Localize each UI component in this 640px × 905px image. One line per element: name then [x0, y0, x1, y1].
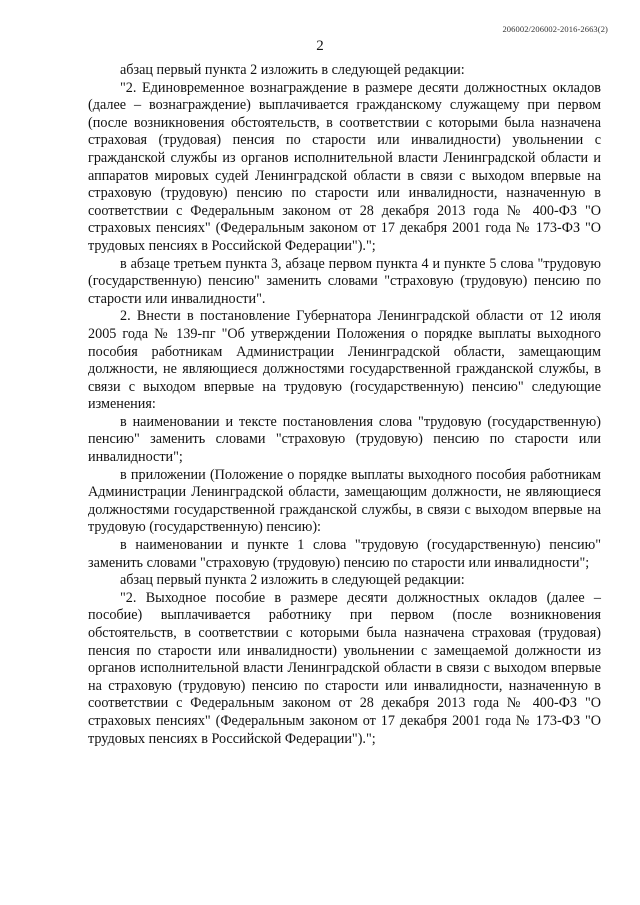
paragraph: в наименовании и тексте постановления слова "трудовую (государственную) пенсию" заменить словами "страховую (трудовую) пенсию по старости или инвалидности";: [88, 413, 601, 466]
paragraph: в абзаце третьем пункта 3, абзаце первом пункта 4 и пункте 5 слова "трудовую (государственную) пенсию" заменить словами "страховую (трудовую) пенсию по старости или инвалидности".: [88, 255, 601, 307]
paragraph: абзац первый пункта 2 изложить в следующей редакции:: [120, 62, 465, 78]
paragraph: в приложении (Положение о порядке выплаты выходного пособия работникам Администрации Ленинградской области, замещающим должности, не являющиеся должностями государственной гражданской службы, в связи с выходом впервые на трудовую (государственную) пенсию):: [88, 466, 601, 536]
document-body: [88, 62, 601, 748]
paragraph: 2. Внести в постановление Губернатора Ленинградской области от 12 июля 2005 года № 139-пг "Об утверждении Положения о порядке выплаты выходного пособия работникам Администрации Ленинградской области, замещающим должности, не являющиеся должностями государственной гражданской службы, в связи с выходом впервые на трудовую (государственную) пенсию" следующие изменения:: [88, 308, 601, 413]
paragraph: "2. Единовременное вознаграждение в размере десяти должностных окладов (далее – вознаграждение) выплачивается гражданскому служащему при первом (после возникновения обстоятельств, в соответствии с которыми была назначена страховая (трудовая) пенсия по старости или инвалидности) увольнении с гражданской службы из органов исполнительной власти Ленинградской области и аппаратов мировых судей Ленинградской области в связи с выходом впервые на страховую (трудовую) пенсию по старости или инвалидности, назначенную в соответствии с Федеральным законом от 28 декабря 2013 года № 400-ФЗ "О страховых пенсиях" (Федеральным законом от 17 декабря 2001 года № 173-ФЗ "О трудовых пенсиях в Российской Федерации").";: [88, 79, 601, 254]
paragraph: абзац первый пункта 2 изложить в следующей редакции:: [120, 572, 465, 589]
paragraph: в наименовании и пункте 1 слова "трудовую (государственную) пенсию" заменить словами "страховую (трудовую) пенсию по старости или инвалидности";: [88, 537, 601, 571]
document-code: 206002/206002-2016-2663(2): [502, 24, 608, 34]
page-number: 2: [316, 38, 324, 54]
paragraph: "2. Выходное пособие в размере десяти должностных окладов (далее – пособие) выплачивается работнику при первом (после возникновения обстоятельств, в соответствии с которыми была назначена страховая (трудовая) пенсия по старости или инвалидности) увольнении с замещаемой должности из органов исполнительной власти Ленинградской области в связи с выходом впервые на страховую (трудовую) пенсию по старости или инвалидности, назначенную в соответствии с Федеральным законом от 28 декабря 2013 года № 400-ФЗ "О страховых пенсиях" (Федеральным законом от 17 декабря 2001 года № 173-ФЗ "О трудовых пенсиях в Российской Федерации").";: [88, 589, 601, 747]
